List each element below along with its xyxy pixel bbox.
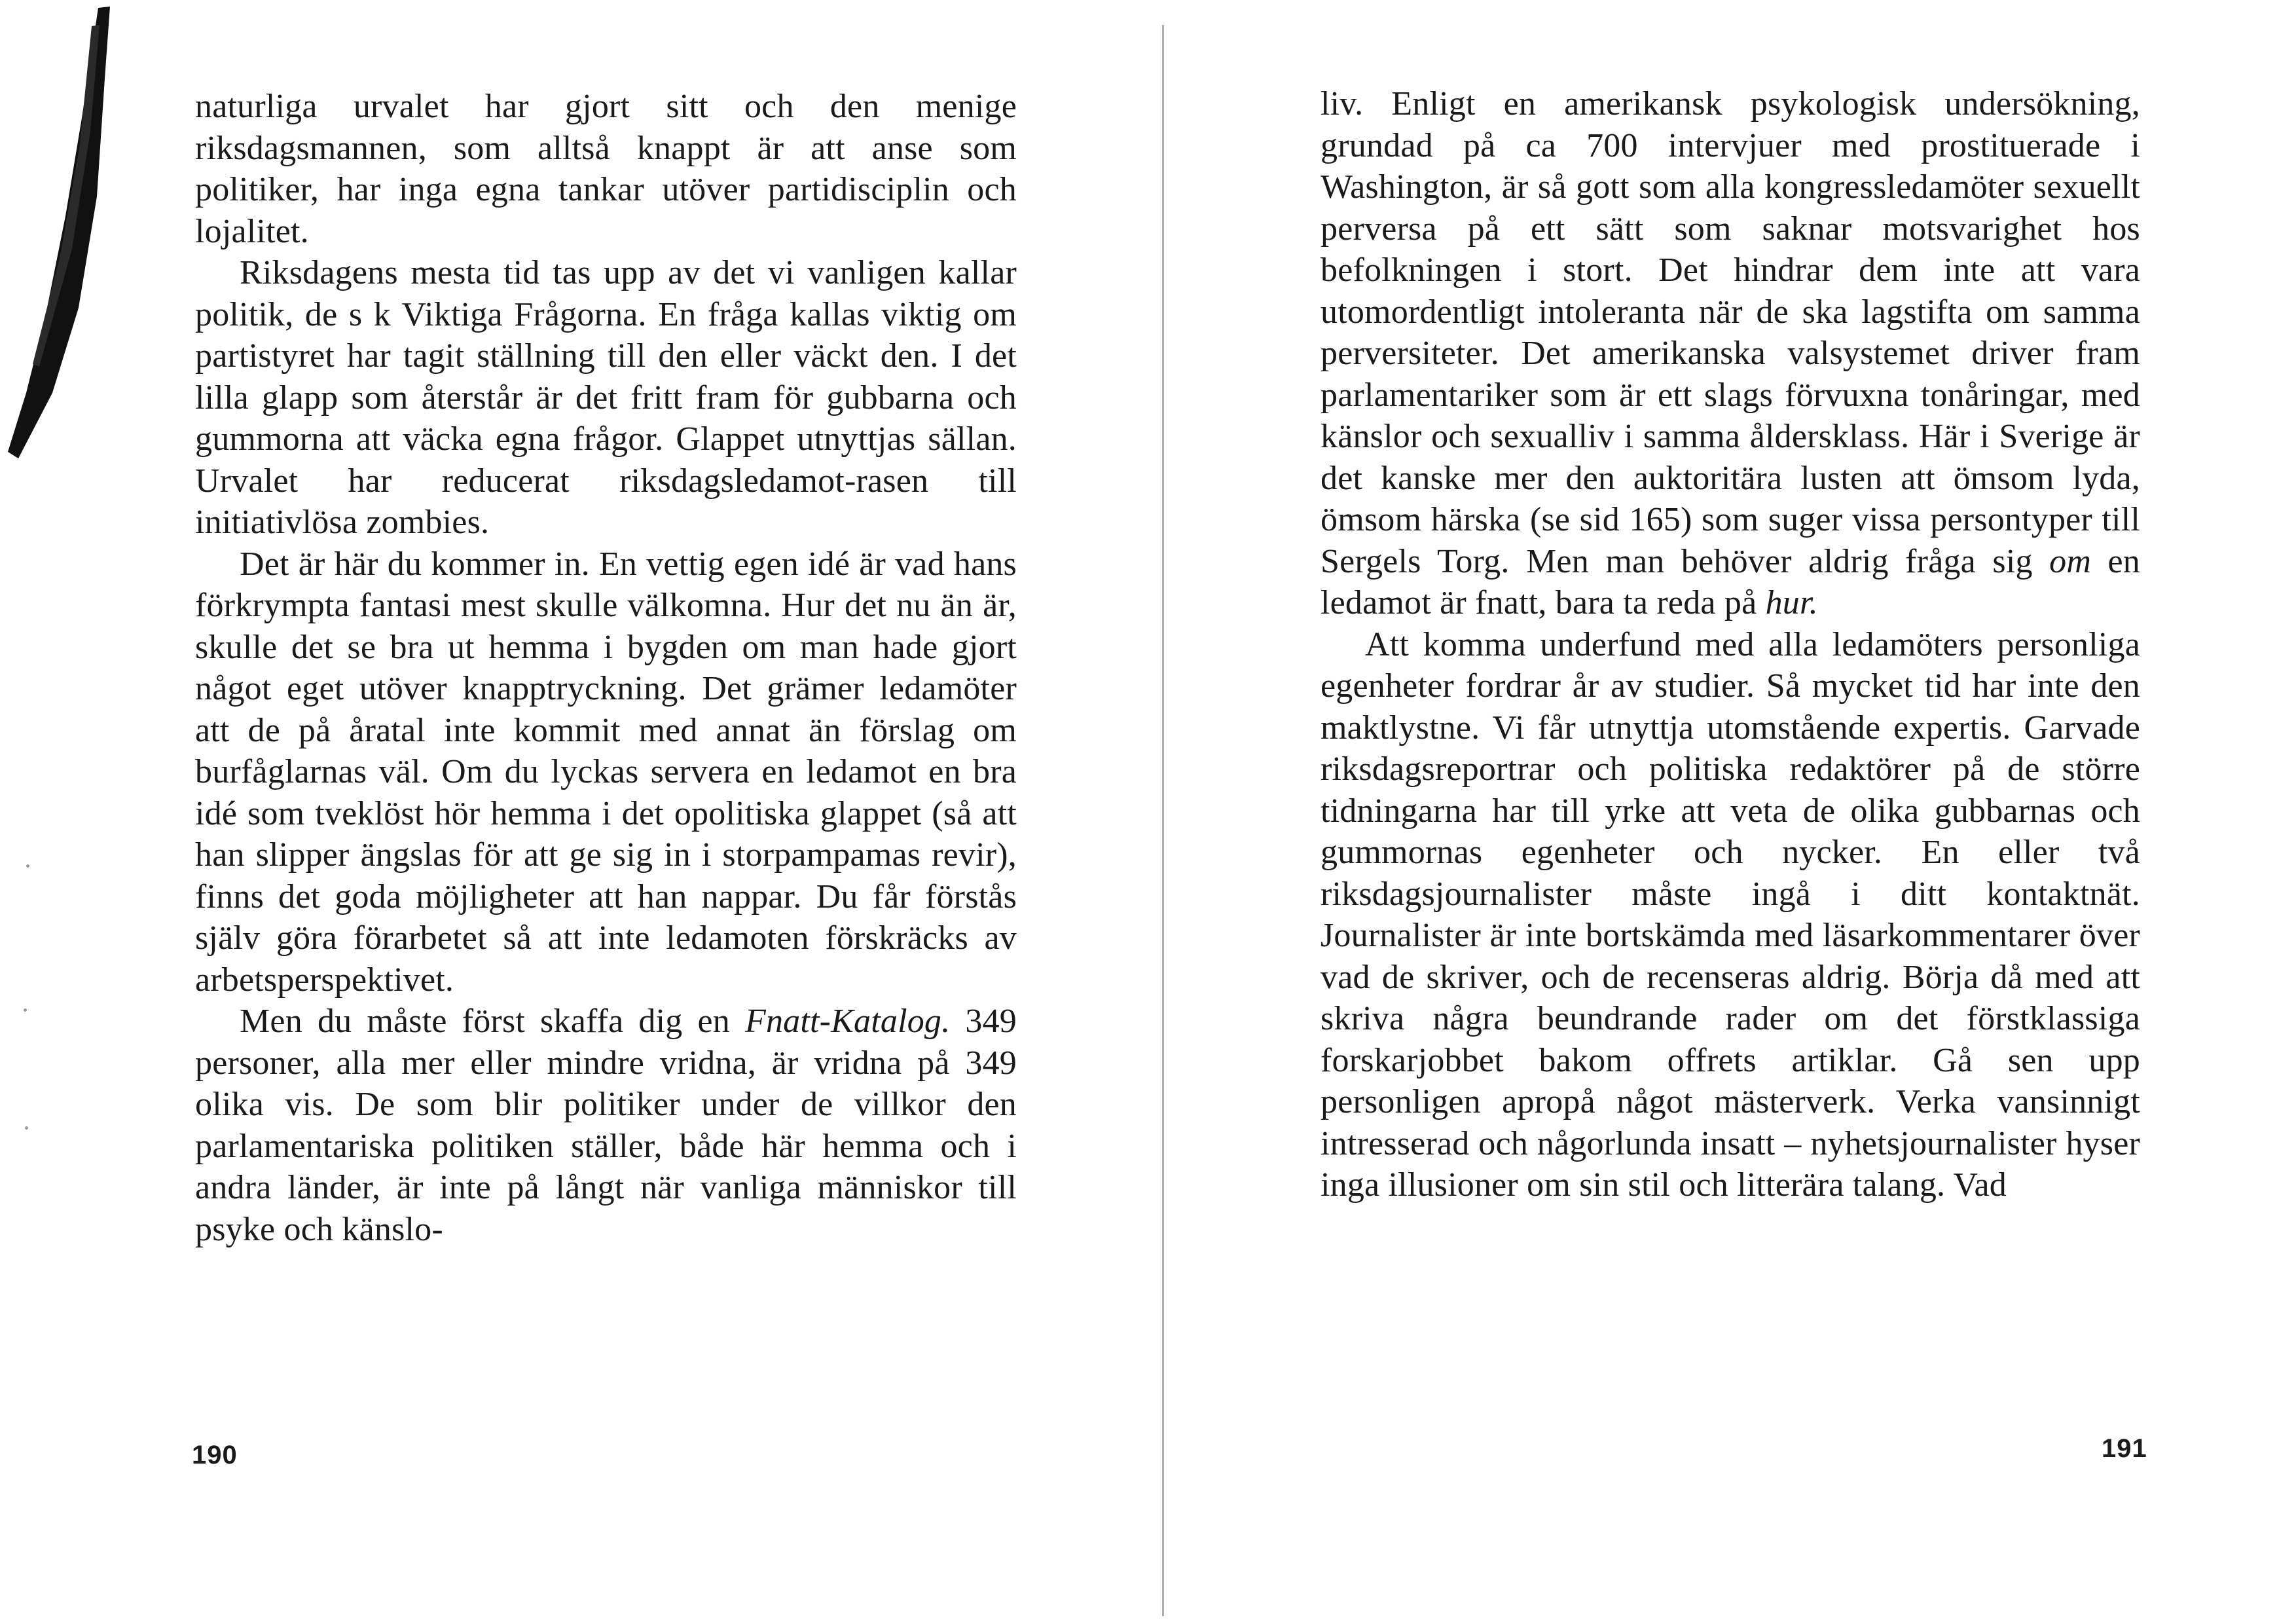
emphasis-title: Fnatt-Katalog. bbox=[744, 1003, 951, 1040]
text-run: en ledamot är fnatt, bara ta reda på bbox=[1321, 542, 2140, 621]
scan-speck bbox=[24, 1008, 27, 1012]
paragraph bbox=[1321, 83, 2140, 624]
right-page bbox=[1169, 0, 2296, 1624]
text-run: 349 personer, alla mer eller mindre vridna, är vridna på 349 olika vis. De som blir politiker under de villkor den parlamentariska politiken ställer, både här hemma och i andra länder, är inte på långt när vanliga människor till psyke och känslo- bbox=[195, 1003, 1017, 1248]
book-gutter bbox=[1162, 25, 1164, 1616]
scan-speck bbox=[25, 1126, 28, 1130]
emphasis-word: hur. bbox=[1765, 584, 1818, 621]
paragraph: naturliga urvalet har gjort sitt och den menige riksdagsmannen, som alltså knappt är att anse som politiker, har inga egna tankar utöver partidisciplin och lojalitet. bbox=[195, 88, 1017, 250]
text-run: liv. Enligt en amerikansk psykologisk undersökning, grundad på ca 700 intervjuer med prostituerade i Washington, är så gott som alla kongressledamöter sexuellt perversa på ett sätt som saknar motsvarighet hos befolkningen i stort. Det hindrar dem inte att vara utomordentligt intoleranta när de ska lagstifta om samma perversiteter. Det amerikanska valsystemet driver fram parlamentariker som är ett slags förvuxna tonåringar, med känslor och sexualliv i samma åldersklass. Här i Sverige är det kanske mer den auktoritära lusten att ömsom lyda, ömsom härska (se sid 165) som suger vissa persontyper till Sergels Torg. Men man behöver aldrig fråga sig bbox=[1321, 85, 2140, 580]
paragraph: Det är här du kommer in. En vettig egen idé är vad hans förkrympta fantasi mest skulle välkomna. Hur det nu än är, skulle det se bra ut hemma i bygden om man hade gjort något eget utöver knapptryckning. Det grämer ledamöter att de på åratal inte kommit med annat än förslag om burfåglarnas väl. Om du lyckas servera en ledamot en bra idé som tveklöst hör hemma i det opolitiska glappet (så att han slipper ängslas för att ge sig in i storpampamas revir), finns det goda möjligheter att han nappar. Du får förstås själv göra förarbetet så att inte ledamoten förskräcks av arbetsperspektivet. bbox=[195, 545, 1017, 999]
emphasis-word: om bbox=[2049, 542, 2092, 580]
scan-speck bbox=[26, 864, 29, 868]
page-number: 190 bbox=[192, 1441, 238, 1469]
left-page-text bbox=[195, 86, 1017, 1250]
text-run: Men du måste först skaffa dig en bbox=[240, 1003, 745, 1040]
page-number: 191 bbox=[2102, 1434, 2147, 1463]
paragraph: Att komma underfund med alla ledamöters personliga egenheter fordrar år av studier. Så mycket tid har inte den maktlystne. Vi får utnyttja utomstående expertis. Garvade riksdagsreportrar och politiska redaktörer på de större tidningarna har till yrke att veta de olika gubbarnas och gummornas egenheter och nycker. En eller två riksdagsjournalister måste ingå i ditt kontaktnät. Journalister är inte bortskämda med läsarkommentarer över vad de skriver, och de recenseras aldrig. Börja då med att skriva några beundrande rader om det förstklassiga forskarjobbet bakom offrets artiklar. Gå sen upp personligen apropå något mästerverk. Verka vansinnigt intresserad och någorlunda insatt – nyhetsjournalister hyser inga illusioner om sin stil och litterära talang. Vad bbox=[1321, 625, 2140, 1204]
paragraph: Riksdagens mesta tid tas upp av det vi vanligen kallar politik, de s k Viktiga Frågorna. En fråga kallas viktig om partistyret har tagit ställning till den eller väckt den. I det lilla glapp som återstår är det fritt fram för gubbarna och gummorna att väcka egna frågor. Glappet utnyttjas sällan. Urvalet har reducerat riksdagsledamot-rasen till initiativlösa zombies. bbox=[195, 254, 1017, 541]
paragraph bbox=[195, 1001, 1017, 1250]
right-page-text bbox=[1321, 83, 2140, 1206]
